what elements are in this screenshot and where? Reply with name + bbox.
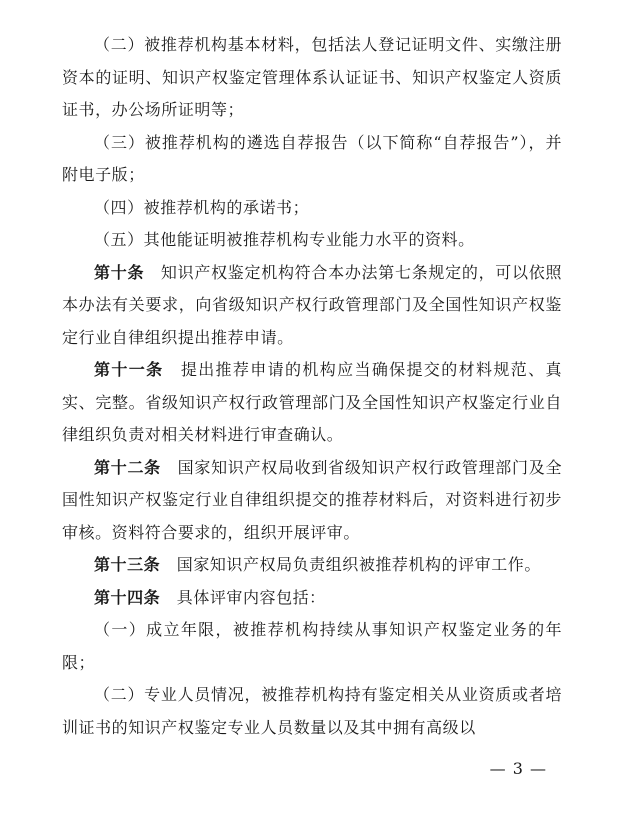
article-text: 提出推荐申请的机构应当确保提交的材料规范、真实、完整。省级知识产权行政管理部门及全国性知识产权鉴定行业自律组织负责对相关材料进行审查确认。 [62, 360, 562, 444]
article-10 [62, 257, 562, 355]
paragraph-other-materials [62, 224, 562, 257]
article-13 [62, 549, 562, 582]
article-14 [62, 582, 562, 615]
article-11 [62, 354, 562, 452]
article-text: 知识产权鉴定机构符合本办法第七条规定的，可以依照本办法有关要求，向省级知识产权行政管理部门及全国性知识产权鉴定行业自律组织提出推荐申请。 [62, 262, 563, 347]
article-number: 第十三条 [94, 555, 161, 574]
paragraph-text: （二）被推荐机构基本材料，包括法人登记证明文件、实缴注册资本的证明、知识产权鉴定管理体系认证证书、知识产权鉴定人资质证书，办公场所证明等； [62, 35, 562, 119]
article-text: 具体评审内容包括： [176, 587, 326, 607]
paragraph-text: （五）其他能证明被推荐机构专业能力水平的资料。 [94, 230, 475, 249]
paragraph-text: （四）被推荐机构的承诺书； [94, 197, 310, 217]
paragraph-basic-materials [62, 29, 562, 127]
paragraph-text: （一）成立年限，被推荐机构持续从事知识产权鉴定业务的年限； [62, 620, 562, 672]
paragraph-personnel [62, 679, 562, 744]
document-body [62, 29, 562, 744]
article-number: 第十二条 [94, 457, 161, 477]
article-text: 国家知识产权局负责组织被推荐机构的评审工作。 [176, 555, 541, 574]
article-12 [62, 452, 562, 550]
paragraph-self-recommendation-report [62, 127, 562, 192]
paragraph-text: （三）被推荐机构的遴选自荐报告（以下简称“自荐报告”），并附电子版； [62, 132, 562, 184]
article-number: 第十一条 [94, 360, 164, 379]
article-text: 国家知识产权局收到省级知识产权行政管理部门及全国性知识产权鉴定行业自律组织提交的推荐材料后，对资料进行初步审核。资料符合要求的，组织开展评审。 [62, 457, 563, 542]
article-number: 第十条 [94, 262, 145, 282]
article-number: 第十四条 [94, 587, 161, 607]
paragraph-text: （二）专业人员情况，被推荐机构持有鉴定相关从业资质或者培训证书的知识产权鉴定专业人员数量以及其中拥有高级以 [62, 685, 562, 737]
paragraph-establishment-years [62, 614, 562, 679]
page-number: — 3 — [489, 759, 547, 778]
paragraph-commitment-letter [62, 192, 562, 225]
